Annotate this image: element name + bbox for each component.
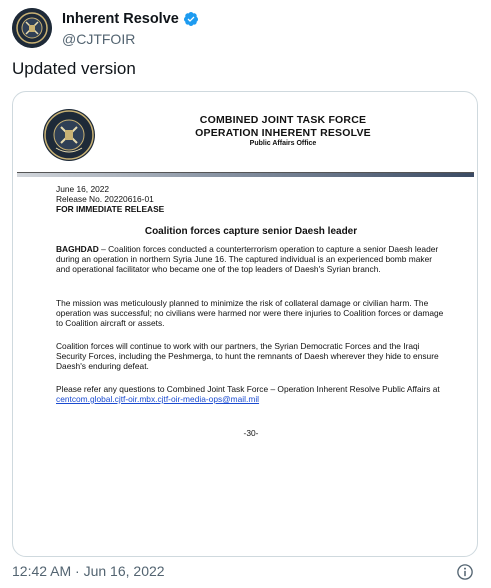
dateline: BAGHDAD (56, 244, 99, 254)
org-title-line1: COMBINED JOINT TASK FORCE (199, 114, 367, 126)
end-mark: -30- (243, 428, 259, 438)
org-subtitle: Public Affairs Office (249, 140, 317, 147)
paragraph-4-text: Please refer any questions to Combined Joint Task Force – Operation Inherent Resolve Public Affairs at (56, 384, 440, 394)
paragraph-4 (56, 384, 446, 404)
contact-email-link[interactable]: centcom.global.cjtf-oir.mbx.cjtf-oir-media-ops@mail.mil (56, 394, 260, 404)
release-headline: Coalition forces capture senior Daesh leader (144, 226, 358, 237)
press-release-document (13, 92, 477, 556)
tweet-media-image[interactable] (12, 91, 478, 557)
org-title-line2: OPERATION INHERENT RESOLVE (195, 127, 371, 139)
paragraph-2: The mission was meticulously planned to minimize the risk of collateral damage or civilian harm. The operation was successful; no civilians were harmed nor were there injuries to Coalition forces or damage to Coalition aircraft or assets. (56, 298, 444, 328)
tweet-timestamp[interactable]: 12:42 AM · Jun 16, 2022 (12, 563, 165, 579)
paragraph-1-text: – Coalition forces conducted a counterterrorism operation to capture a senior Daesh leader during an operation in northern Syria June 16. The captured individual is an experienced bomb maker and operational facilitator who became one of the top leaders of Daesh's Syrian branch. (56, 244, 439, 274)
tweet-header (12, 8, 472, 48)
author-avatar[interactable] (12, 8, 52, 48)
cjtf-oir-seal-icon (42, 108, 96, 162)
paragraph-1 (56, 244, 446, 274)
release-date: June 16, 2022 (56, 184, 110, 194)
paragraph-3: Coalition forces will continue to work with our partners, the Syrian Democratic Forces and the Iraqi Security Forces, including the Peshmerga, to hunt the remnants of Daesh wherever they hide to ensure Daesh's enduring defeat. (56, 341, 439, 371)
author-name-row (62, 11, 199, 27)
verified-badge-icon (183, 11, 199, 27)
author-handle[interactable]: @CJTFOIR (62, 31, 136, 47)
avatar-seal-icon (12, 8, 52, 48)
author-display-name[interactable]: Inherent Resolve (62, 11, 179, 27)
release-number: Release No. 20220616-01 (56, 194, 154, 204)
header-band (17, 173, 474, 177)
tweet-text: Updated version (12, 59, 136, 78)
info-icon[interactable] (456, 563, 474, 581)
release-type: FOR IMMEDIATE RELEASE (56, 204, 165, 214)
